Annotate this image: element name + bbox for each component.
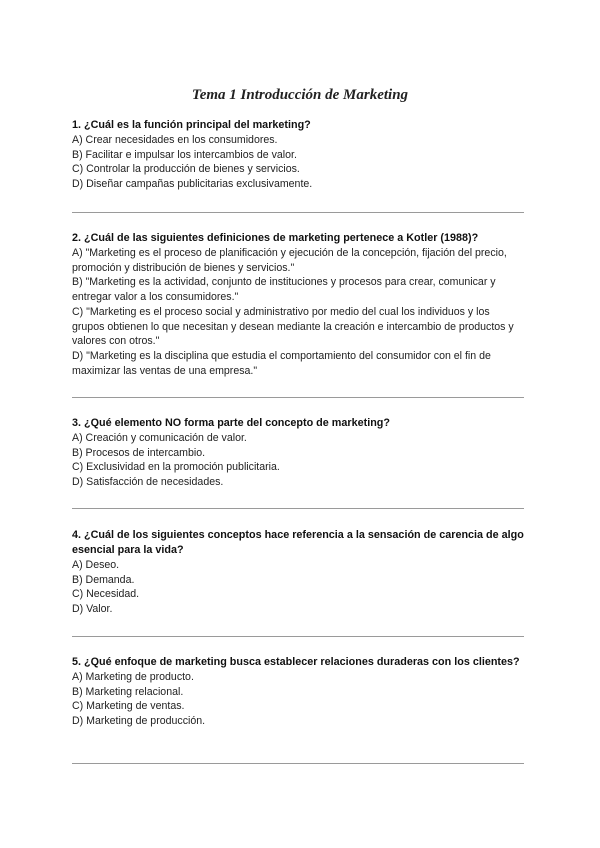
question-text: 5. ¿Qué enfoque de marketing busca establecer relaciones duraderas con los clientes? xyxy=(72,656,520,668)
question-block-4 xyxy=(72,528,524,617)
answer-option: D) Satisfacción de necesidades. xyxy=(72,476,224,489)
answer-option: D) Diseñar campañas publicitarias exclusivamente. xyxy=(72,178,313,191)
document-title: Tema 1 Introducción de Marketing xyxy=(191,87,409,103)
question-block-5 xyxy=(72,655,524,729)
answer-option: B) Marketing relacional. xyxy=(72,685,184,698)
answer-option: B) Facilitar e impulsar los intercambios de valor. xyxy=(72,148,297,161)
answer-option: C) "Marketing es el proceso social y administrativo por medio del cual los individuos y los grupos obtienen lo que necesitan y desean mediante la creación e intercambio de productos y valores con otros." xyxy=(72,305,514,348)
section-divider xyxy=(72,508,524,509)
section-divider xyxy=(72,636,524,637)
answer-option: D) Marketing de producción. xyxy=(72,715,206,728)
answer-option: B) "Marketing es la actividad, conjunto de instituciones y procesos para crear, comunicar y entregar valor a los consumidores." xyxy=(72,276,496,304)
answer-option: A) Creación y comunicación de valor. xyxy=(72,432,247,444)
answer-option: A) Crear necesidades en los consumidores. xyxy=(72,134,278,146)
answer-option: C) Necesidad. xyxy=(72,588,140,601)
question-text: 1. ¿Cuál es la función principal del marketing? xyxy=(72,119,311,131)
section-divider xyxy=(72,212,524,213)
answer-option: C) Exclusividad en la promoción publicitaria. xyxy=(72,461,280,474)
question-text: 2. ¿Cuál de las siguientes definiciones de marketing pertenece a Kotler (1988)? xyxy=(72,232,479,244)
answer-option: C) Marketing de ventas. xyxy=(72,700,185,713)
question-block-3 xyxy=(72,416,524,490)
question-block-1 xyxy=(72,118,524,192)
answer-option: C) Controlar la producción de bienes y servicios. xyxy=(72,163,300,176)
answer-option: D) Valor. xyxy=(72,603,113,616)
section-divider xyxy=(72,763,524,764)
answer-option: B) Procesos de intercambio. xyxy=(72,446,206,459)
answer-option: D) "Marketing es la disciplina que estudia el comportamiento del consumidor con el fin de maximizar las ventas de una empresa." xyxy=(72,349,491,377)
question-text: 3. ¿Qué elemento NO forma parte del concepto de marketing? xyxy=(72,417,390,429)
section-divider xyxy=(72,397,524,398)
answer-option: B) Demanda. xyxy=(72,573,135,586)
answer-option: A) Deseo. xyxy=(72,559,120,571)
answer-option: A) "Marketing es el proceso de planificación y ejecución de la concepción, fijación del precio, promoción y distribución de bienes y servicios." xyxy=(72,247,507,274)
question-block-2 xyxy=(72,231,524,378)
question-text: 4. ¿Cuál de los siguientes conceptos hace referencia a la sensación de carencia de algo esencial para la vida? xyxy=(72,529,524,556)
answer-option: A) Marketing de producto. xyxy=(72,671,194,683)
